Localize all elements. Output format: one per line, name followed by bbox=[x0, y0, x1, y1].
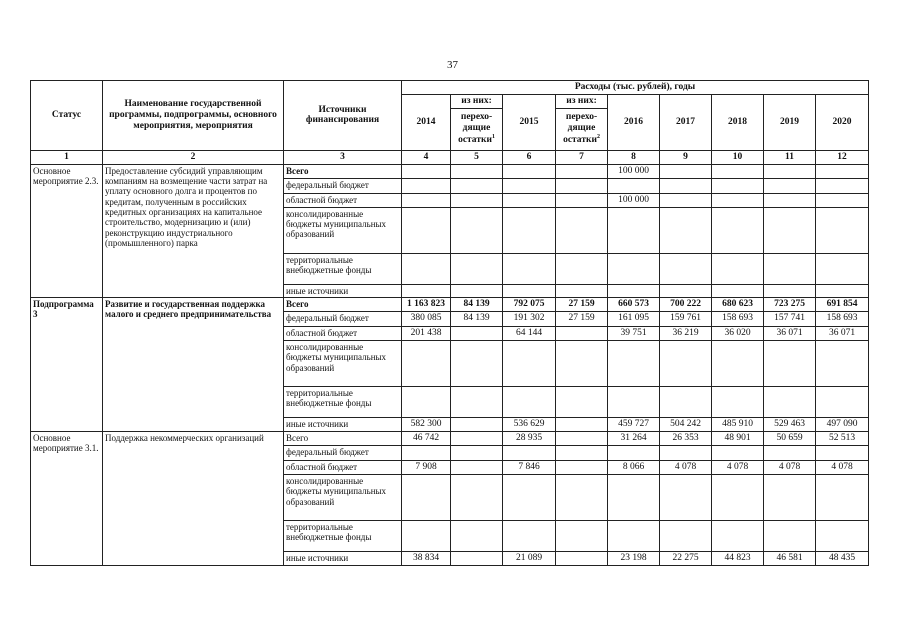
cell-value: 529 463 bbox=[764, 418, 816, 432]
cell-value bbox=[503, 521, 556, 552]
cell-value: 792 075 bbox=[503, 298, 556, 312]
cell-value bbox=[712, 253, 764, 284]
cell-value bbox=[556, 327, 608, 341]
cell-value: 36 071 bbox=[816, 327, 869, 341]
cell-value bbox=[556, 521, 608, 552]
cell-value bbox=[503, 193, 556, 207]
cell-value bbox=[402, 164, 451, 178]
cell-value bbox=[402, 284, 451, 297]
cell-value bbox=[816, 178, 869, 193]
cell-value bbox=[451, 164, 503, 178]
cell-value bbox=[608, 446, 660, 461]
cell-value: 159 761 bbox=[660, 312, 712, 327]
cell-value: 48 901 bbox=[712, 432, 764, 446]
column-number: 12 bbox=[816, 150, 869, 164]
row-source: иные источники bbox=[284, 284, 402, 297]
cell-value: 660 573 bbox=[608, 298, 660, 312]
cell-value bbox=[556, 164, 608, 178]
cell-value: 84 139 bbox=[451, 298, 503, 312]
cell-value: 161 095 bbox=[608, 312, 660, 327]
header-year-2018: 2018 bbox=[712, 94, 764, 150]
cell-value: 4 078 bbox=[816, 461, 869, 475]
row-name: Развитие и государственная поддержка малого и среднего предпринимательства bbox=[103, 298, 284, 432]
cell-value: 28 935 bbox=[503, 432, 556, 446]
cell-value bbox=[556, 418, 608, 432]
cell-value bbox=[556, 475, 608, 521]
column-number: 9 bbox=[660, 150, 712, 164]
cell-value bbox=[660, 178, 712, 193]
cell-value bbox=[451, 552, 503, 566]
row-source: Всего bbox=[284, 432, 402, 446]
cell-value bbox=[451, 461, 503, 475]
cell-value bbox=[402, 341, 451, 387]
cell-value bbox=[764, 193, 816, 207]
cell-value: 38 834 bbox=[402, 552, 451, 566]
header-carryover-b-text: перехо-дящие остатки bbox=[563, 112, 598, 146]
column-numbers-row bbox=[31, 150, 869, 164]
cell-value bbox=[608, 253, 660, 284]
cell-value bbox=[816, 164, 869, 178]
cell-value bbox=[660, 521, 712, 552]
cell-value bbox=[503, 446, 556, 461]
cell-value: 485 910 bbox=[712, 418, 764, 432]
cell-value bbox=[556, 341, 608, 387]
cell-value: 158 693 bbox=[816, 312, 869, 327]
cell-value: 4 078 bbox=[764, 461, 816, 475]
header-incl-b: из них: bbox=[556, 94, 608, 108]
cell-value: 536 629 bbox=[503, 418, 556, 432]
row-name: Предоставление субсидий управляющим компаниям на возмещение части затрат на уплату основного долга и процентов по кредитам, полученным в российских кредитных организациях на капитальное строительство, модернизацию и (или) реконструкцию индустриального (промышленного) парка bbox=[103, 164, 284, 297]
cell-value bbox=[660, 284, 712, 297]
cell-value bbox=[451, 387, 503, 418]
cell-value bbox=[764, 178, 816, 193]
row-status: Основное мероприятие 3.1. bbox=[31, 432, 103, 566]
cell-value: 46 742 bbox=[402, 432, 451, 446]
column-number: 1 bbox=[31, 150, 103, 164]
column-number: 6 bbox=[503, 150, 556, 164]
cell-value: 691 854 bbox=[816, 298, 869, 312]
cell-value bbox=[451, 327, 503, 341]
cell-value: 157 741 bbox=[764, 312, 816, 327]
cell-value bbox=[451, 207, 503, 253]
cell-value: 21 089 bbox=[503, 552, 556, 566]
cell-value: 31 264 bbox=[608, 432, 660, 446]
row-source: областной бюджет bbox=[284, 193, 402, 207]
cell-value bbox=[451, 521, 503, 552]
cell-value: 50 659 bbox=[764, 432, 816, 446]
cell-value bbox=[660, 475, 712, 521]
cell-value: 36 020 bbox=[712, 327, 764, 341]
cell-value bbox=[764, 475, 816, 521]
cell-value bbox=[712, 521, 764, 552]
footnote-1-mark: 1 bbox=[491, 134, 495, 141]
row-source: Всего bbox=[284, 298, 402, 312]
cell-value bbox=[556, 253, 608, 284]
cell-value bbox=[764, 164, 816, 178]
cell-value bbox=[451, 284, 503, 297]
row-source: иные источники bbox=[284, 552, 402, 566]
cell-value bbox=[816, 446, 869, 461]
cell-value bbox=[556, 446, 608, 461]
header-year-2020: 2020 bbox=[816, 94, 869, 150]
cell-value: 100 000 bbox=[608, 193, 660, 207]
cell-value bbox=[816, 341, 869, 387]
cell-value: 158 693 bbox=[712, 312, 764, 327]
cell-value bbox=[764, 207, 816, 253]
cell-value: 36 219 bbox=[660, 327, 712, 341]
cell-value: 27 159 bbox=[556, 312, 608, 327]
budget-table bbox=[30, 80, 869, 566]
cell-value: 64 144 bbox=[503, 327, 556, 341]
cell-value: 26 353 bbox=[660, 432, 712, 446]
cell-value bbox=[556, 387, 608, 418]
cell-value bbox=[660, 253, 712, 284]
cell-value: 27 159 bbox=[556, 298, 608, 312]
cell-value bbox=[608, 178, 660, 193]
header-status: Статус bbox=[31, 81, 103, 151]
cell-value bbox=[402, 475, 451, 521]
row-source: территориальные внебюджетные фонды bbox=[284, 521, 402, 552]
cell-value: 39 751 bbox=[608, 327, 660, 341]
cell-value bbox=[451, 193, 503, 207]
cell-value bbox=[660, 193, 712, 207]
cell-value: 1 163 823 bbox=[402, 298, 451, 312]
cell-value: 4 078 bbox=[712, 461, 764, 475]
cell-value bbox=[764, 446, 816, 461]
cell-value bbox=[712, 341, 764, 387]
cell-value bbox=[816, 387, 869, 418]
cell-value bbox=[451, 341, 503, 387]
cell-value bbox=[816, 193, 869, 207]
header-carryover-b bbox=[556, 108, 608, 150]
cell-value bbox=[556, 432, 608, 446]
cell-value bbox=[451, 475, 503, 521]
row-source: федеральный бюджет bbox=[284, 446, 402, 461]
cell-value: 497 090 bbox=[816, 418, 869, 432]
cell-value bbox=[608, 387, 660, 418]
cell-value bbox=[451, 418, 503, 432]
cell-value: 700 222 bbox=[660, 298, 712, 312]
cell-value bbox=[556, 552, 608, 566]
row-source: консолидированные бюджеты муниципальных образований bbox=[284, 475, 402, 521]
cell-value bbox=[712, 387, 764, 418]
cell-value bbox=[608, 475, 660, 521]
cell-value bbox=[608, 521, 660, 552]
header-year-2016: 2016 bbox=[608, 94, 660, 150]
cell-value: 48 435 bbox=[816, 552, 869, 566]
cell-value bbox=[451, 178, 503, 193]
cell-value bbox=[451, 446, 503, 461]
cell-value: 191 302 bbox=[503, 312, 556, 327]
cell-value: 680 623 bbox=[712, 298, 764, 312]
row-status: Основное мероприятие 2.3. bbox=[31, 164, 103, 297]
row-source: консолидированные бюджеты муниципальных образований bbox=[284, 341, 402, 387]
cell-value bbox=[712, 475, 764, 521]
cell-value: 100 000 bbox=[608, 164, 660, 178]
cell-value bbox=[660, 446, 712, 461]
cell-value bbox=[556, 193, 608, 207]
cell-value bbox=[816, 475, 869, 521]
cell-value bbox=[764, 387, 816, 418]
header-expenses: Расходы (тыс. рублей), годы bbox=[402, 81, 869, 95]
header-carryover-a bbox=[451, 108, 503, 150]
cell-value bbox=[764, 341, 816, 387]
cell-value: 7 846 bbox=[503, 461, 556, 475]
cell-value bbox=[556, 284, 608, 297]
cell-value bbox=[402, 521, 451, 552]
cell-value bbox=[556, 461, 608, 475]
cell-value bbox=[764, 253, 816, 284]
cell-value bbox=[503, 284, 556, 297]
header-name: Наименование государственной программы, подпрограммы, основного мероприятия, мероприятия bbox=[103, 81, 284, 151]
header-year-2014: 2014 bbox=[402, 94, 451, 150]
cell-value bbox=[712, 284, 764, 297]
column-number: 5 bbox=[451, 150, 503, 164]
cell-value: 380 085 bbox=[402, 312, 451, 327]
row-source: территориальные внебюджетные фонды bbox=[284, 387, 402, 418]
cell-value: 582 300 bbox=[402, 418, 451, 432]
column-number: 7 bbox=[556, 150, 608, 164]
cell-value bbox=[556, 178, 608, 193]
cell-value: 46 581 bbox=[764, 552, 816, 566]
header-year-2017: 2017 bbox=[660, 94, 712, 150]
column-number: 10 bbox=[712, 150, 764, 164]
header-carryover-a-text: перехо-дящие остатки bbox=[458, 112, 493, 146]
cell-value bbox=[712, 446, 764, 461]
footnote-2-mark: 2 bbox=[596, 134, 600, 141]
cell-value bbox=[503, 387, 556, 418]
cell-value: 8 066 bbox=[608, 461, 660, 475]
cell-value bbox=[712, 207, 764, 253]
cell-value bbox=[503, 475, 556, 521]
cell-value bbox=[816, 284, 869, 297]
cell-value bbox=[402, 253, 451, 284]
cell-value bbox=[451, 253, 503, 284]
cell-value bbox=[402, 387, 451, 418]
cell-value bbox=[503, 253, 556, 284]
column-number: 8 bbox=[608, 150, 660, 164]
table-row bbox=[31, 432, 869, 446]
cell-value bbox=[816, 207, 869, 253]
cell-value bbox=[660, 387, 712, 418]
table-row bbox=[31, 298, 869, 312]
cell-value bbox=[816, 253, 869, 284]
cell-value bbox=[402, 207, 451, 253]
row-name: Поддержка некоммерческих организаций bbox=[103, 432, 284, 566]
cell-value bbox=[712, 178, 764, 193]
cell-value bbox=[764, 284, 816, 297]
row-source: консолидированные бюджеты муниципальных образований bbox=[284, 207, 402, 253]
header-incl-a: из них: bbox=[451, 94, 503, 108]
cell-value bbox=[556, 207, 608, 253]
cell-value bbox=[451, 432, 503, 446]
cell-value bbox=[608, 284, 660, 297]
column-number: 2 bbox=[103, 150, 284, 164]
cell-value bbox=[503, 207, 556, 253]
cell-value: 52 513 bbox=[816, 432, 869, 446]
cell-value bbox=[660, 341, 712, 387]
table-row bbox=[31, 164, 869, 178]
cell-value bbox=[660, 207, 712, 253]
cell-value: 723 275 bbox=[764, 298, 816, 312]
cell-value bbox=[712, 164, 764, 178]
column-number: 4 bbox=[402, 150, 451, 164]
cell-value bbox=[503, 164, 556, 178]
row-source: иные источники bbox=[284, 418, 402, 432]
cell-value bbox=[816, 521, 869, 552]
cell-value bbox=[608, 341, 660, 387]
cell-value bbox=[402, 446, 451, 461]
cell-value: 459 727 bbox=[608, 418, 660, 432]
cell-value bbox=[503, 178, 556, 193]
cell-value: 504 242 bbox=[660, 418, 712, 432]
cell-value bbox=[608, 207, 660, 253]
row-source: областной бюджет bbox=[284, 461, 402, 475]
header-year-2019: 2019 bbox=[764, 94, 816, 150]
row-source: Всего bbox=[284, 164, 402, 178]
row-source: областной бюджет bbox=[284, 327, 402, 341]
cell-value bbox=[503, 341, 556, 387]
cell-value bbox=[660, 164, 712, 178]
column-number: 3 bbox=[284, 150, 402, 164]
cell-value: 201 438 bbox=[402, 327, 451, 341]
cell-value: 22 275 bbox=[660, 552, 712, 566]
row-source: федеральный бюджет bbox=[284, 178, 402, 193]
cell-value bbox=[402, 178, 451, 193]
row-source: федеральный бюджет bbox=[284, 312, 402, 327]
cell-value bbox=[402, 193, 451, 207]
row-status: Подпрограмма 3 bbox=[31, 298, 103, 432]
cell-value: 84 139 bbox=[451, 312, 503, 327]
page-number: 37 bbox=[447, 59, 458, 71]
cell-value bbox=[764, 521, 816, 552]
cell-value: 23 198 bbox=[608, 552, 660, 566]
cell-value: 36 071 bbox=[764, 327, 816, 341]
cell-value bbox=[712, 193, 764, 207]
cell-value: 7 908 bbox=[402, 461, 451, 475]
cell-value: 4 078 bbox=[660, 461, 712, 475]
cell-value: 44 823 bbox=[712, 552, 764, 566]
column-number: 11 bbox=[764, 150, 816, 164]
row-source: территориальные внебюджетные фонды bbox=[284, 253, 402, 284]
header-sources: Источники финансирования bbox=[284, 81, 402, 151]
header-year-2015: 2015 bbox=[503, 94, 556, 150]
